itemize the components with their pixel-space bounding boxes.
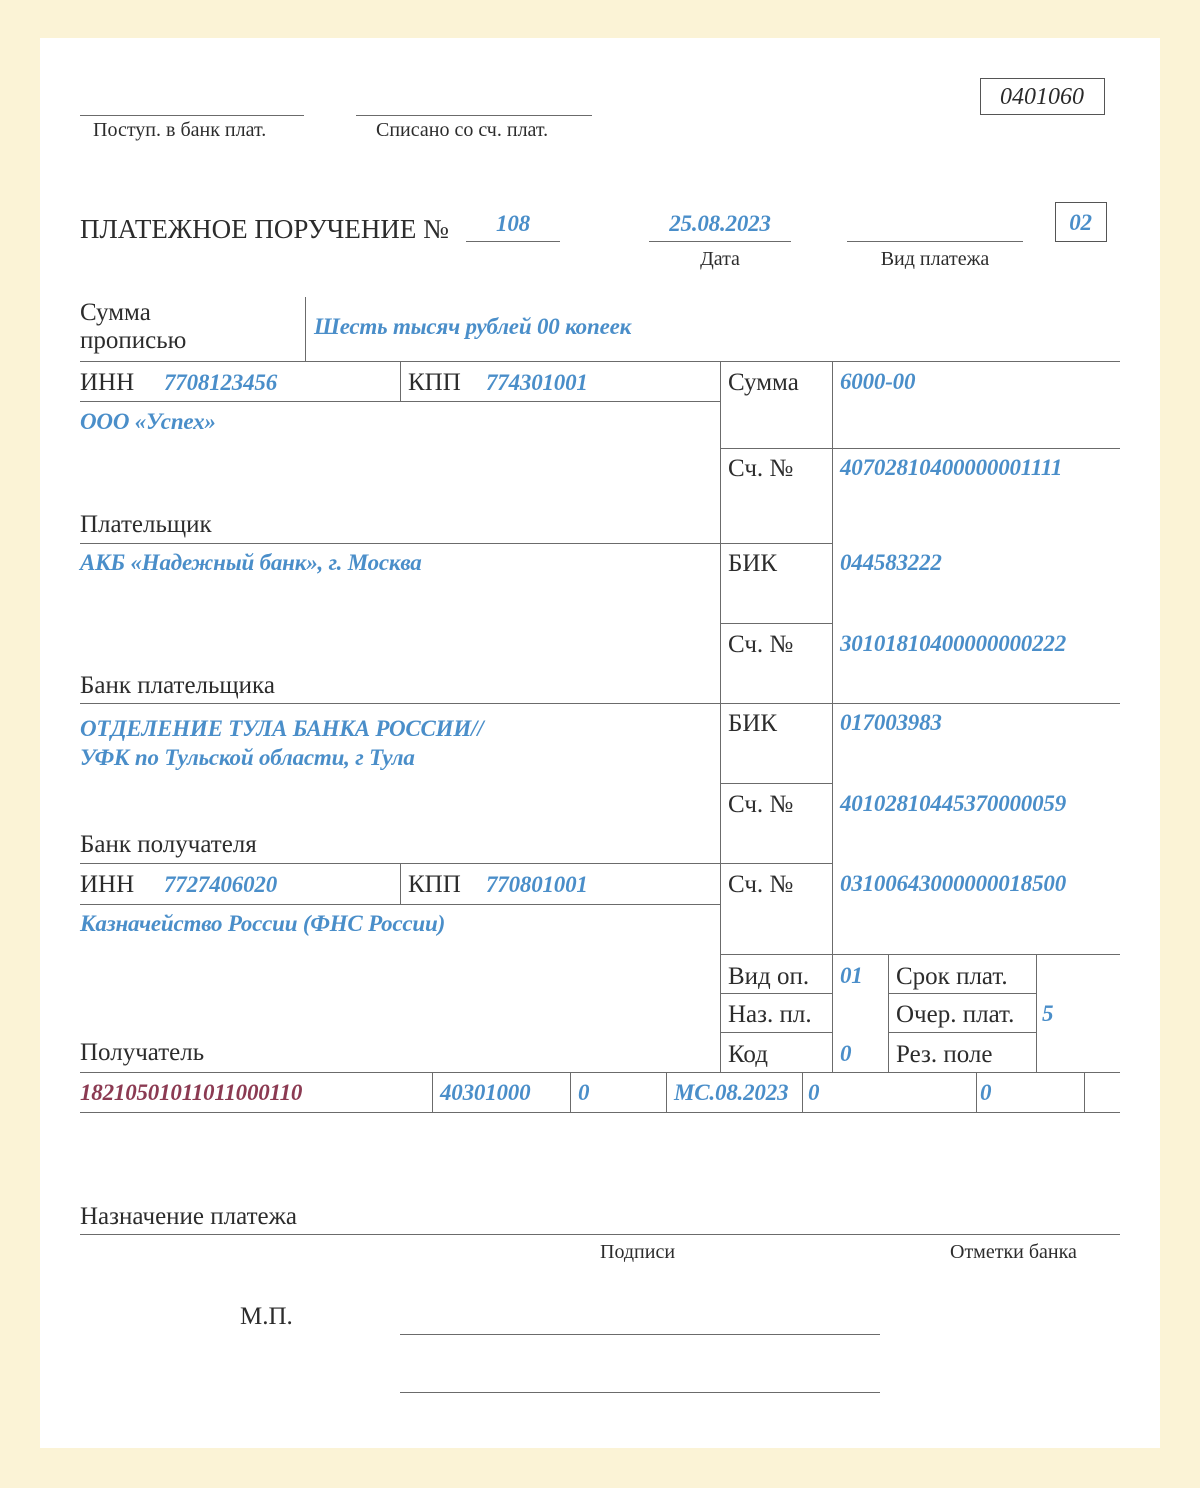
payee-bank-name-1: ОТДЕЛЕНИЕ ТУЛА БАНКА РОССИИ//	[80, 716, 484, 741]
oktmo-value: 40301000	[440, 1080, 531, 1105]
payer-bank-bik-label: БИК	[728, 550, 778, 577]
payee-inn: 7727406020	[164, 872, 278, 897]
order-date: 25.08.2023	[669, 211, 771, 236]
op-type-label: Вид оп.	[728, 963, 810, 990]
bank-marks-label: Отметки банка	[950, 1241, 1077, 1263]
payment-type-line	[847, 241, 1023, 242]
tax-divider-5	[976, 1072, 977, 1112]
signatures-label: Подписи	[600, 1241, 676, 1263]
debited-date-line	[356, 115, 592, 116]
tax-divider-2	[570, 1072, 571, 1112]
row-line-amount	[80, 361, 1120, 362]
priority-value: 5	[1042, 1001, 1054, 1026]
right-column-divider	[720, 361, 721, 1072]
op-type-value: 01	[840, 963, 863, 988]
amount-words: Шесть тысяч рублей 00 копеек	[314, 314, 632, 339]
payee-inn-row-line	[80, 904, 720, 905]
received-label: Поступ. в банк плат.	[93, 119, 267, 141]
term-label: Срок плат.	[896, 963, 1008, 990]
payee-bank-bik-label: БИК	[728, 710, 778, 737]
amount-label: Сумма	[728, 369, 799, 396]
payee-account-label: Сч. №	[728, 871, 794, 898]
payer-bank-bik: 044583222	[840, 550, 942, 575]
priority-value-divider	[1036, 954, 1037, 1072]
payee-bank-name-2: УФК по Тульской области, г Тула	[80, 745, 415, 770]
received-date-line	[80, 115, 304, 116]
tax-divider-1	[432, 1072, 433, 1112]
payer-kpp: 774301001	[486, 370, 588, 395]
status-box	[1055, 202, 1107, 242]
amount-words-label-1: Сумма	[80, 299, 151, 326]
payer-account: 40702810400000001111	[840, 455, 1063, 480]
payment-type-label: Вид платежа	[880, 248, 990, 270]
priority-line	[888, 1032, 1036, 1033]
doc-date-value: 0	[980, 1080, 992, 1105]
code-label: Код	[728, 1041, 768, 1068]
payee-bank-bik-line	[720, 783, 832, 784]
payer-bank-bik-line	[720, 623, 832, 624]
signature-line-1	[400, 1334, 880, 1335]
payee-account: 03100643000000018500	[840, 871, 1067, 896]
basis-value: 0	[578, 1080, 590, 1105]
purpose-code-label: Наз. пл.	[728, 1001, 812, 1028]
payer-inn-row-line	[80, 401, 720, 402]
amount-row-line	[720, 448, 1120, 449]
payee-bank-bik: 017003983	[840, 710, 942, 735]
payer-bank-row-line	[80, 703, 1120, 704]
payer-account-label: Сч. №	[728, 455, 794, 482]
tax-divider-3	[666, 1072, 667, 1112]
page-title: ПЛАТЕЖНОЕ ПОРУЧЕНИЕ №	[80, 214, 449, 244]
payer-label: Плательщик	[80, 511, 212, 538]
op-type-line	[720, 993, 832, 994]
kbk-value: 18210501011011000110	[80, 1080, 303, 1105]
tax-divider-4	[802, 1072, 803, 1112]
order-date-line	[649, 241, 791, 242]
form-code-box	[980, 78, 1105, 115]
payer-inn-label: ИНН	[80, 369, 135, 396]
tax-divider-6	[1084, 1072, 1085, 1112]
purpose-label: Назначение платежа	[80, 1203, 297, 1230]
payer-bank-name: АКБ «Надежный банк», г. Москва	[80, 550, 422, 575]
payer-name: ООО «Успех»	[80, 409, 216, 434]
payee-label: Получатель	[80, 1039, 205, 1066]
payee-bank-corr-label: Сч. №	[728, 791, 794, 818]
status-code: 02	[1069, 210, 1092, 235]
payer-inn-divider	[400, 361, 401, 401]
form-code: 0401060	[1000, 84, 1084, 110]
payer-bank-label: Банк плательщика	[80, 672, 275, 699]
amount-words-label-2: прописью	[80, 327, 187, 354]
order-number-line	[466, 241, 560, 242]
operation-top-line	[720, 954, 1120, 955]
payee-inn-label: ИНН	[80, 871, 135, 898]
tax-row-top-line	[80, 1072, 1120, 1073]
purpose-code-line	[720, 1032, 832, 1033]
code-value: 0	[840, 1041, 852, 1066]
term-line	[888, 993, 1036, 994]
payee-bank-label: Банк получателя	[80, 831, 257, 858]
payer-kpp-label: КПП	[408, 369, 461, 396]
signature-line-2	[400, 1392, 880, 1393]
payee-kpp-label: КПП	[408, 871, 461, 898]
payer-bank-corr-account: 30101810400000000222	[840, 631, 1067, 656]
amount-value: 6000-00	[840, 369, 916, 394]
date-label: Дата	[700, 248, 740, 270]
payment-order-form	[40, 38, 1160, 1448]
payer-inn: 7708123456	[164, 370, 278, 395]
value-column-divider	[832, 361, 833, 1072]
amount-words-divider	[305, 297, 306, 361]
payer-bank-corr-label: Сч. №	[728, 631, 794, 658]
payee-inn-divider	[400, 863, 401, 904]
priority-label: Очер. плат.	[896, 1001, 1015, 1028]
debited-label: Списано со сч. плат.	[376, 119, 549, 141]
payee-name: Казначейство России (ФНС России)	[80, 911, 446, 936]
purpose-line	[80, 1234, 1120, 1235]
payee-bank-corr-account: 40102810445370000059	[840, 791, 1067, 816]
payee-kpp: 770801001	[486, 872, 588, 897]
order-number: 108	[496, 211, 530, 236]
period-value: МС.08.2023	[674, 1080, 789, 1105]
doc-number-value: 0	[808, 1080, 820, 1105]
op-value-divider	[888, 954, 889, 1072]
reserve-label: Рез. поле	[896, 1041, 993, 1068]
tax-row-bottom-line	[80, 1112, 1120, 1113]
stamp-label: М.П.	[240, 1303, 293, 1330]
